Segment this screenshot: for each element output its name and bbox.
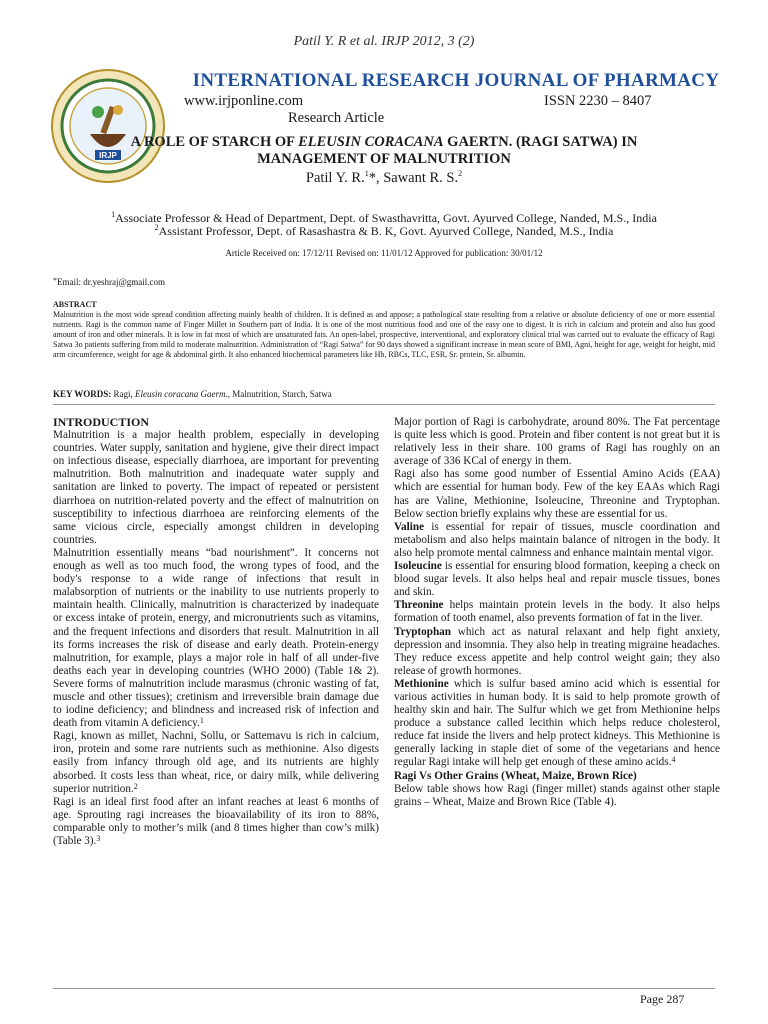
right-column bbox=[394, 416, 720, 809]
corresponding-email[interactable]: *Email: dr.yeshraj@gmail.com bbox=[53, 276, 166, 287]
abstract-heading: ABSTRACT bbox=[53, 300, 97, 309]
abstract bbox=[53, 300, 715, 360]
paragraph: Below table shows how Ragi (finger millet) stands against other staple grains – Wheat, Maize and Brown Rice (Table 4). bbox=[394, 782, 720, 808]
journal-name: INTERNATIONAL RESEARCH JOURNAL OF PHARMACY bbox=[192, 70, 720, 91]
running-header: Patil Y. R et al. IRJP 2012, 3 (2) bbox=[293, 34, 475, 49]
paragraph: Malnutrition is a major health problem, especially in developing countries. Water supply, sanitation and hygiene, give their direct impact on infectious disease, especially diarrhoea, are important for preventing malnutrition. Both malnutrition and inadequate water supply and sanitation are linked to poverty. The impact of repeated or persistent diarrhoea on nutrition-related poverty and the effect of malnutrition on susceptibility to infectious diarrhoea are reinforcing elements of the same vicious circle, especially amongst children in developing countries. bbox=[53, 429, 379, 546]
paragraph: Tryptophan which act as natural relaxant and help fight anxiety, depression and insomnia. They also help in treating migraine headaches. They reduce excess appetite and help control weight gain; they also release of growth hormones. bbox=[394, 625, 720, 677]
journal-issn: ISSN 2230 – 8407 bbox=[544, 93, 652, 109]
authors: Patil Y. R.$^1$*, Sawant R. S.$^2$ bbox=[305, 169, 463, 186]
paragraph: Valine is essential for repair of tissues, muscle coordination and metabolism and also helps maintain balance of nitrogen in the body. It also help promote mental calmness and enhance maintain mental vigor. bbox=[394, 520, 720, 559]
left-column bbox=[53, 416, 379, 848]
affiliation-2: $^2$Assistant Professor, Dept. of Rasashastra & B. K, Govt. Ayurved College, Nanded, M.S., India bbox=[154, 223, 614, 238]
paragraph: Major portion of Ragi is carbohydrate, around 80%. The Fat percentage is quite less which is good. Protein and fiber content is not great but it is relatively less in their share. 100 grams of Ragi has roughly on an average of 336 KCal of energy in them. bbox=[394, 416, 720, 468]
paragraph: Ragi also has some good number of Essential Amino Acids (EAA) which are essential for human body. Few of the key EAAs which Ragi has are Valine, Methionine, Isoleucine, Threonine and Tryptophan. Below section briefly explains why these are essential for us. bbox=[394, 468, 720, 520]
intro-heading: INTRODUCTION bbox=[53, 415, 150, 429]
paragraph: Ragi, known as millet, Nachni, Sollu, or Sattemavu is rich in calcium, iron, protein and some rare nutrients such as methionine. Also digests easily from infancy through old age, and its nutrients are highly absorbed. It costs less than wheat, rice, or dairy milk, while delivering superior nutrition.$^2$ bbox=[53, 730, 379, 795]
footer-rule bbox=[53, 988, 715, 989]
keywords: KEY WORDS: Ragi, Eleusin coracana Gaerm., Malnutrition, Starch, Satwa bbox=[53, 389, 332, 399]
article-dates: Article Received on: 17/12/11 Revised on: 11/01/12 Approved for publication: 30/01/12 bbox=[225, 248, 543, 258]
paragraph: Threonine helps maintain protein levels in the body. It also helps formation of tooth enamel, also prevents formation of fat in the liver. bbox=[394, 599, 720, 625]
paragraph: Methionine which is sulfur based amino acid which is essential for various activities in human body. It is said to help promote growth of healthy skin and hair. The Sulfur which we get from Methionine helps produce a substance called lecithin which helps reduce cholesterol, reduce fat inside the livers and help protect kidneys. This Methionine is generally lacking in staple diet of some of the vegetarians and hence regular Ragi intake will help get enough of these amino acids.$^4$ bbox=[394, 677, 720, 769]
journal-url[interactable]: www.irjponline.com bbox=[184, 93, 304, 109]
logo-text: IRJP bbox=[99, 151, 117, 160]
paragraph: Malnutrition essentially means “bad nourishment”. It concerns not enough as well as too much food, the wrong types of food, and the body's response to a wide range of infections that result in malabsorption of nutrients or the inability to use nutrients properly to maintain health. Clinically, malnutrition is characterized by inadequate or excess intake of protein, energy, and micronutrients such as vitamins, and the frequent infections and disorders that result. Malnutrition in all its forms increases the risk of disease and early death. Protein-energy malnutrition, for example, plays a major role in half of all under-five deaths each year in developing countries (WHO 2000) (Table 1& 2). Severe forms of malnutrition include marasmus (chronic wasting of fat, muscle and other tissues); cretinism and irreversible brain damage due to iodine deficiency; and blindness and increased risk of infection and death from vitamin A deficiency.$^1$ bbox=[53, 546, 379, 730]
abstract-text: Malnutrition is the most wide spread condition affecting mainly health of children. It is defined as and appose; a pathological state resulting from a relative or absolute deficiency of one or more essential nutrients. Ragi is the common name of Finger Millet in Southern part of India. It is one of the most nutritious food and one of the easy one to digest. It is rich in calcium and protein and also has good amount of iron and other minerals. It is low in fat most of which are unsaturated fats. An open-label, prospective, interventional, and exploratory clinical trial was carried out to evaluate the efficacy of Ragi Satwa 3o patients suffering from mild to moderate malnutrition. Administration of “Ragi Satwa” for 90 days showed a significant increase in mean score of BMI, Agni, height for age, weight for height, mid arm circumference, weight for age & abdominal girth. It also enhanced biochemical parameters like Hb, RBCs, TLC, ESR, Sr. protein, Sr. albumin. bbox=[53, 310, 715, 359]
page-number: Page 287 bbox=[640, 992, 685, 1006]
article-title: A ROLE OF STARCH OF ELEUSIN CORACANA GAERTN. (RAGI SATWA) IN MANAGEMENT OF MALNUTRITION bbox=[130, 134, 638, 167]
article-type: Research Article bbox=[288, 110, 385, 126]
paragraph: Isoleucine is essential for ensuring blood formation, keeping a check on blood sugar levels. It also helps heal and repair muscle tissues, bones and skin. bbox=[394, 560, 720, 599]
subheading: Ragi Vs Other Grains (Wheat, Maize, Brown Rice) bbox=[394, 769, 637, 782]
affiliation-1: $^1$Associate Professor & Head of Department, Dept. of Swasthavritta, Govt. Ayurved College, Nanded, M.S., India bbox=[111, 210, 657, 225]
divider bbox=[53, 404, 715, 405]
paragraph: Ragi is an ideal first food after an infant reaches at least 6 months of age. Sprouting ragi increases the bioavailability of its iron to 88%, comparable only to mother’s milk (and 8 times higher than cow’s milk) (Table 3).$^3$ bbox=[53, 795, 379, 847]
